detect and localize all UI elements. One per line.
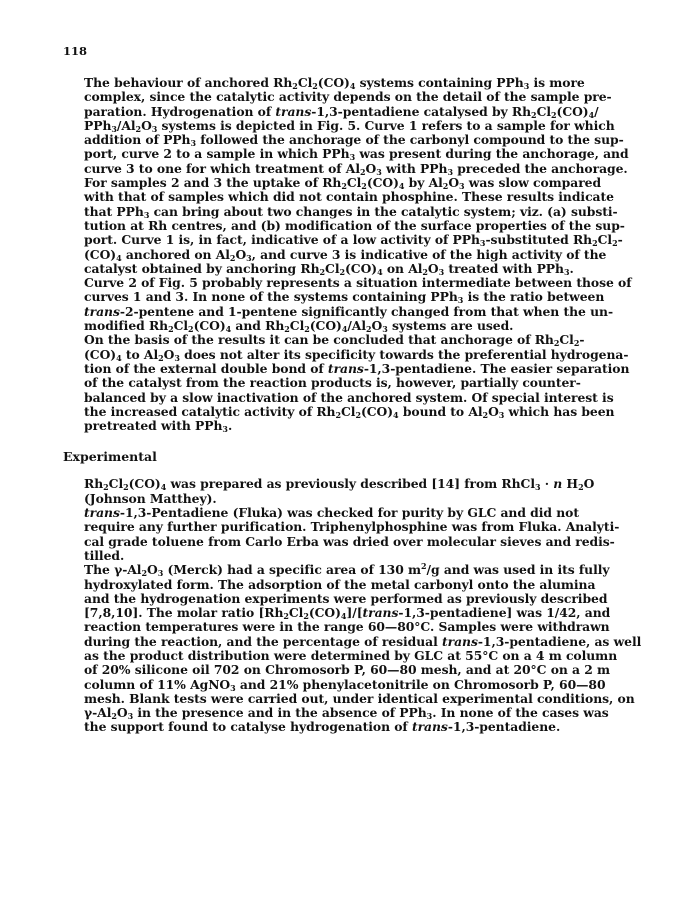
text-line: modified $Rh_2Cl_2(CO)_4$ and $Rh_2Cl_2(CO)_4/Al_2O_3$ systems are used. (84, 318, 514, 335)
text-line: tion of the external double bond of trans-1,3-pentadiene. The easier separation (84, 360, 630, 376)
text-line: (Johnson Matthey). (84, 490, 217, 506)
text-line: tilled. (84, 547, 125, 563)
text-line: $(CO)_4$ to $Al_2O_3$ does not alter its specificity towards the preferential hydrogena- (84, 346, 629, 363)
text-line: The behaviour of anchored $Rh_2Cl_2(CO)_4$ systems containing PPh$_3$ is more (84, 75, 585, 91)
paragraph-catalyst-preparation (63, 477, 630, 506)
text-line: catalyst obtained by anchoring $Rh_2Cl_2(CO)_4$ on $Al_2O_3$ treated with PPh$_3$. (84, 260, 574, 277)
text-line: [7,8,10]. The molar ratio $[Rh_2Cl_2(CO)_4]/[trans-1,3-pentadiene]$ was 1/42, and (84, 605, 611, 622)
text-line: of the catalyst from the reaction products is, however, partially counter- (84, 375, 581, 391)
text-line: On the basis of the results it can be concluded that anchorage of $Rh_2Cl_2-$ (84, 332, 585, 349)
text-line: and the hydrogenation experiments were performed as previously described (84, 590, 608, 606)
text-line: with that of samples which did not contain phosphine. These results indicate (84, 189, 614, 205)
text-line: the increased catalytic activity of $Rh_2Cl_2(CO)_4$ bound to $Al_2O_3$ which has been (84, 403, 615, 420)
section-heading-experimental: Experimental (63, 449, 157, 465)
page-number: 118 (63, 44, 88, 58)
text-line: The $\gamma-Al_2O_3$ (Merck) had a specific area of 130 $m^2/g$ and was used in its fully (84, 561, 610, 579)
text-line: balanced by a slow inactivation of the anchored system. Of special interest is (84, 389, 614, 405)
text-line: trans-2-pentene and 1-pentene significantly changed from that when the un- (84, 303, 614, 319)
text-line: $Rh_2Cl_2(CO)_4$ was prepared as previously described [14] from RhCl$_3$ · n $H_2O$ (84, 476, 595, 493)
text-line: tution at Rh centres, and (b) modification of the surface properties of the sup- (84, 217, 625, 233)
text-line: For samples 2 and 3 the uptake of $Rh_2Cl_2(CO)_4$ by $Al_2O_3$ was slow compared (84, 175, 602, 192)
text-line: trans-1,3-Pentadiene (Fluka) was checked for purity by GLC and did not (84, 505, 579, 521)
text-line: Curve 2 of Fig. 5 probably represents a situation intermediate between those of (84, 275, 632, 291)
text-line: curve 3 to one for which treatment of $Al_2O_3$ with PPh$_3$ preceded the anchorage. (84, 160, 628, 177)
text-line: as the product distribution were determined by GLC at 55°C on a 4 m column (84, 647, 618, 663)
text-line: that PPh$_3$ can bring about two changes in the catalytic system; viz. (a) substi- (84, 203, 618, 220)
text-line: mesh. Blank tests were carried out, under identical experimental conditions, on (84, 690, 635, 706)
text-line: require any further purification. Triphenylphosphine was from Fluka. Analyti- (84, 519, 620, 535)
text-line: during the reaction, and the percentage of residual trans-1,3-pentadiene, as well (84, 633, 642, 649)
text-line: $(CO)_4$ anchored on $Al_2O_3$, and curve 3 is indicative of the high activity of the (84, 246, 607, 263)
text-line: pretreated with PPh$_3$. (84, 418, 233, 435)
text-line: $PPh_3/Al_2O_3$ systems is depicted in Fig. 5. Curve 1 refers to a sample for which (84, 117, 615, 134)
text-line: port, curve 2 to a sample in which PPh$_3$ was present during the anchorage, and (84, 146, 629, 163)
text-line: the support found to catalyse hydrogenation of trans-1,3-pentadiene. (84, 719, 561, 735)
text-line: hydroxylated form. The adsorption of the metal carbonyl onto the alumina (84, 576, 596, 592)
text-line: complex, since the catalytic activity depends on the detail of the sample pre- (84, 89, 612, 105)
text-line: reaction temperatures were in the range 60—80°C. Samples were withdrawn (84, 619, 610, 635)
text-line: port. Curve 1 is, in fact, indicative of a low activity of PPh$_3$-substituted $Rh_2Cl_2-$ (84, 232, 623, 249)
text-line: column of 11% AgNO$_3$ and 21% phenylacetonitrile on Chromosorb P, 60—80 (84, 676, 606, 693)
paragraph-procedure (63, 561, 642, 735)
text-line: curves 1 and 3. In none of the systems containing PPh$_3$ is the ratio between (84, 289, 605, 306)
text-line: $\gamma-Al_2O_3$ in the presence and in the absence of PPh$_3$. In none of the cases was (84, 705, 609, 722)
paragraph-reagents (63, 506, 630, 563)
text-line: paration. Hydrogenation of trans-1,3-pentadiene catalysed by $Rh_2Cl_2(CO)_4/$ (84, 103, 599, 120)
paragraph-anchored-systems (63, 76, 630, 333)
paragraph-conclusion (63, 333, 630, 433)
text-line: of 20% silicone oil 702 on Chromosorb P, 60—80 mesh, and at 20°C on a 2 m (84, 662, 611, 678)
text-line: addition of PPh$_3$ followed the anchorage of the carbonyl compound to the sup- (84, 132, 624, 149)
text-line: cal grade toluene from Carlo Erba was dried over molecular sieves and redis- (84, 533, 615, 549)
body-text (63, 75, 642, 735)
